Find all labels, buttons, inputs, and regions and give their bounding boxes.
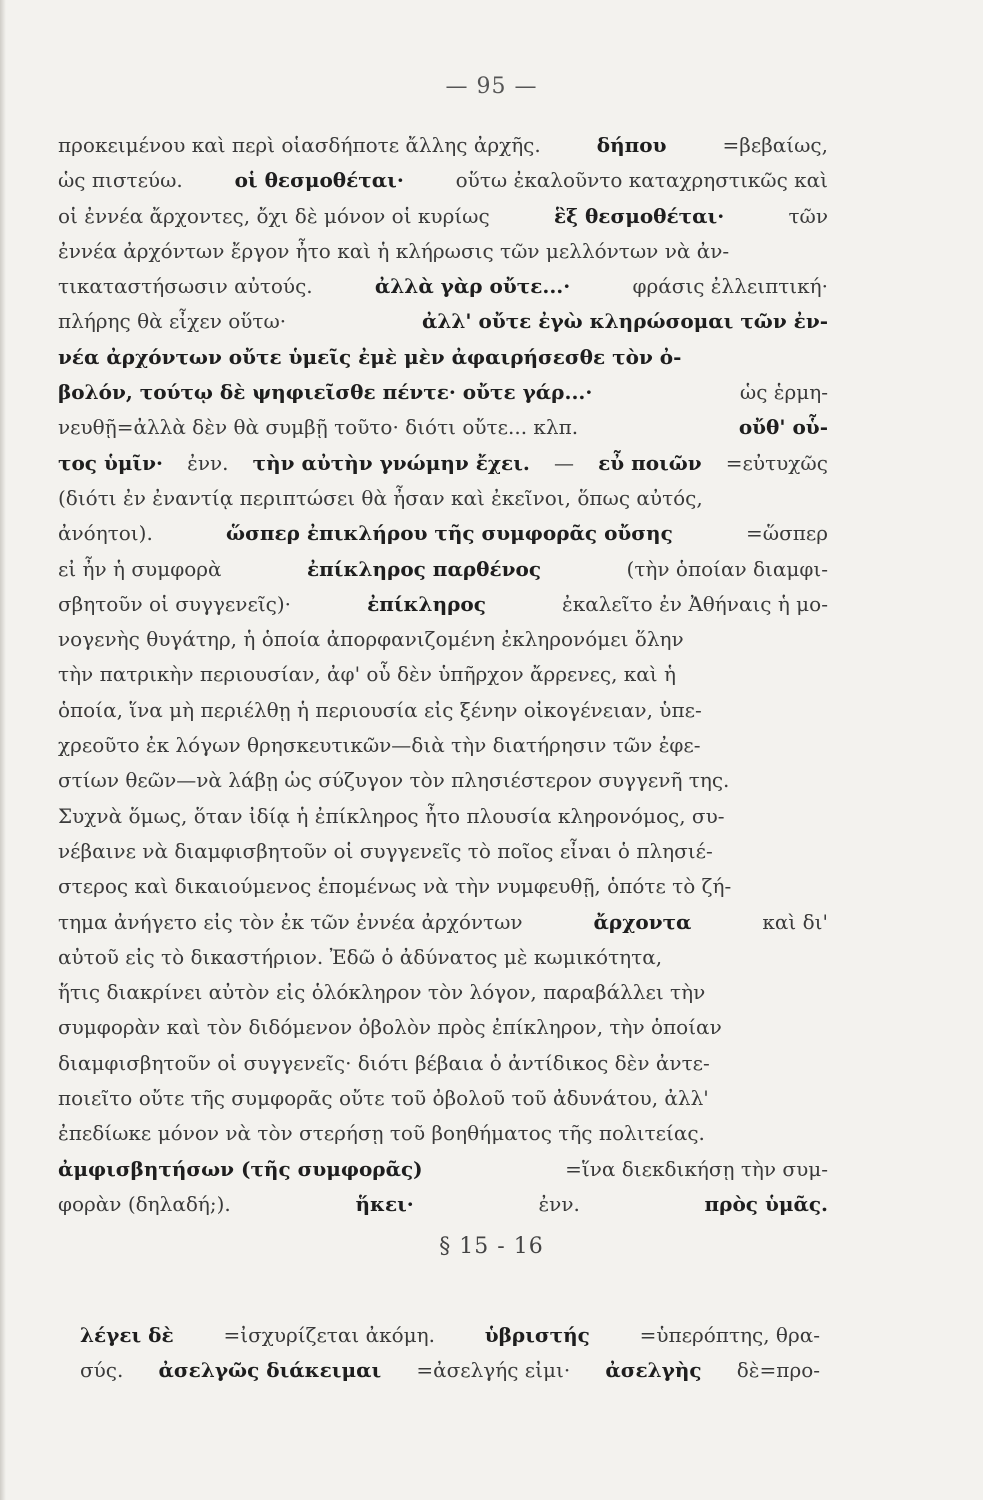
text-segment: Συχνὰ ὅμως, ὅταν ἰδίᾳ ἡ ἐπίκληρος ἦτο πλουσία κληρονόμος, συ- xyxy=(58,803,725,828)
lemma-bold: οἱ θεσμοθέται· xyxy=(234,168,404,193)
text-segment: ὡς πιστεύω. xyxy=(58,168,183,193)
lemma-bold: δήπου xyxy=(596,133,667,157)
text-segment: τῶν xyxy=(788,203,828,228)
lemma-bold: ἓξ θεσμοθέται· xyxy=(553,203,725,228)
text-line xyxy=(58,552,828,587)
text-line xyxy=(58,763,828,798)
page-binding-edge xyxy=(0,0,6,1500)
text-line xyxy=(58,481,828,516)
lemma-bold: ἐπίκληρος xyxy=(367,591,486,616)
text-segment: τὴν πατρικὴν περιουσίαν, ἀφ' οὗ δὲν ὑπῆρχον ἄρρενες, καὶ ἡ xyxy=(58,662,676,687)
lemma-bold: νέα ἀρχόντων οὔτε ὑμεῖς ἐμὲ μὲν ἀφαιρήσεσθε τὸν ὀ- xyxy=(58,344,682,369)
text-segment: ἥτις διακρίνει αὐτὸν εἰς ὁλόκληρον τὸν λόγον, παραβάλλει τὴν xyxy=(58,980,706,1005)
text-segment: διαμφισβητοῦν οἱ συγγενεῖς· διότι βέβαια ὁ ἀντίδικος δὲν ἀντε- xyxy=(58,1050,710,1075)
text-line xyxy=(58,375,828,410)
lemma-bold: τὴν αὐτὴν γνώμην ἔχει. xyxy=(252,450,530,475)
text-segment: τημα ἀνήγετο εἰς τὸν ἐκ τῶν ἐννέα ἀρχόντων xyxy=(58,909,523,934)
section-heading: § 15 - 16 xyxy=(439,1234,544,1259)
text-segment: νέβαινε νὰ διαμφισβητοῦν οἱ συγγενεῖς τὸ ποῖος εἶναι ὁ πλησιέ- xyxy=(58,838,713,863)
text-segment: =ἰσχυρίζεται ἀκόμη. xyxy=(223,1323,435,1347)
commentary-paragraph xyxy=(58,128,828,1222)
text-line xyxy=(58,1081,828,1116)
text-segment: σύς. xyxy=(80,1358,124,1383)
lemma-bold: ἀσελγὴς xyxy=(605,1358,702,1383)
lemma-bold: ἐπίκληρος παρθένος xyxy=(307,556,542,581)
lemma-bold: εὖ ποιῶν xyxy=(598,450,702,475)
text-line xyxy=(58,940,828,975)
lemma-bold: ἀλλὰ γὰρ οὔτε...· xyxy=(374,274,571,299)
text-segment: οἱ ἐννέα ἄρχοντες, ὄχι δὲ μόνον οἱ κυρίως xyxy=(58,203,490,228)
text-segment: ἐπεδίωκε μόνον νὰ τὸν στερήσῃ τοῦ βοηθήματος τῆς πολιτείας. xyxy=(58,1121,705,1146)
text-segment: οὕτω ἐκαλοῦντο καταχρηστικῶς καὶ xyxy=(455,168,828,193)
text-segment: ἐνν. xyxy=(538,1191,580,1216)
text-segment: δὲ=προ- xyxy=(736,1358,820,1383)
text-segment: προκειμένου καὶ περὶ οἱασδήποτε ἄλλης ἀρχῆς. xyxy=(58,133,541,157)
text-line xyxy=(58,163,828,198)
text-segment: αὐτοῦ εἰς τὸ δικαστήριον. Ἐδῶ ὁ ἀδύνατος μὲ κωμικότητα, xyxy=(58,944,663,969)
page-number: — 95 — xyxy=(445,74,538,99)
text-line xyxy=(58,799,828,834)
text-line xyxy=(58,869,828,904)
text-segment: ἐκαλεῖτο ἐν Ἀθήναις ἡ μο- xyxy=(561,591,828,616)
text-segment: χρεοῦτο ἐκ λόγων θρησκευτικῶν—διὰ τὴν διατήρησιν τῶν ἐφε- xyxy=(58,733,701,758)
text-segment: =ὑπερόπτης, θρα- xyxy=(639,1323,820,1347)
text-segment: (τὴν ὁποίαν διαμφι- xyxy=(626,556,828,581)
text-segment: νευθῇ=ἀλλὰ δὲν θὰ συμβῇ τοῦτο· διότι οὔτε... κλπ. xyxy=(58,415,579,440)
text-segment: φορὰν (δηλαδή;). xyxy=(58,1191,231,1216)
text-line xyxy=(58,446,828,481)
text-segment: πλήρης θὰ εἶχεν οὕτω· xyxy=(58,309,287,334)
text-segment: =ἀσελγής εἰμι· xyxy=(416,1358,571,1383)
text-line xyxy=(58,728,828,763)
text-segment: φράσις ἐλλειπτική· xyxy=(632,274,828,299)
lemma-bold: οὔθ' οὗ- xyxy=(738,415,828,440)
text-line xyxy=(58,199,828,234)
lemma-bold: ὥσπερ ἐπικλήρου τῆς συμφορᾶς οὔσης xyxy=(226,521,673,546)
text-line xyxy=(58,304,828,339)
text-segment: ποιεῖτο οὔτε τῆς συμφορᾶς οὔτε τοῦ ὀβολοῦ τοῦ ἀδυνάτου, ἀλλ' xyxy=(58,1086,709,1111)
text-segment: ἐνν. xyxy=(187,450,229,475)
text-line xyxy=(58,128,828,163)
text-segment: (διότι ἐν ἐναντίᾳ περιπτώσει θὰ ἦσαν καὶ ἐκεῖνοι, ὅπως αὐτός, xyxy=(58,485,703,510)
text-line xyxy=(80,1353,820,1388)
text-segment: ἀνόητοι). xyxy=(58,521,153,546)
lemma-bold: πρὸς ὑμᾶς. xyxy=(704,1191,828,1216)
text-line xyxy=(80,1318,820,1353)
text-segment: =ὥσπερ xyxy=(746,521,828,546)
text-segment: στερος καὶ δικαιούμενος ἑπομένως νὰ τὴν νυμφευθῇ, ὁπότε τὸ ζή- xyxy=(58,874,732,899)
text-line xyxy=(58,1116,828,1151)
text-segment: — xyxy=(553,450,574,475)
lemma-bold: ἀλλ' οὔτε ἐγὼ κληρώσομαι τῶν ἐν- xyxy=(421,309,828,334)
text-segment: =εὐτυχῶς xyxy=(725,450,828,475)
text-line xyxy=(58,657,828,692)
text-line xyxy=(58,975,828,1010)
text-segment: =ἵνα διεκδικήσῃ τὴν συμ- xyxy=(565,1156,828,1181)
text-line xyxy=(58,1010,828,1045)
next-commentary-paragraph xyxy=(80,1318,820,1389)
text-line xyxy=(58,834,828,869)
lemma-bold: ὑβριστής xyxy=(484,1323,590,1347)
text-segment: ἐννέα ἀρχόντων ἔργον ἦτο καὶ ἡ κλήρωσις τῶν μελλόντων νὰ ἀν- xyxy=(58,238,730,263)
lemma-bold: ἥκει· xyxy=(355,1191,414,1216)
text-line xyxy=(58,1187,828,1222)
text-segment: εἰ ἦν ἡ συμφορὰ xyxy=(58,556,222,581)
lemma-bold: λέγει δὲ xyxy=(80,1323,174,1347)
text-segment: νογενὴς θυγάτηρ, ἡ ὁποία ἀπορφανιζομένη ἐκληρονόμει ὅλην xyxy=(58,627,684,652)
text-line xyxy=(58,340,828,375)
text-segment: στίων θεῶν—νὰ λάβῃ ὡς σύζυγον τὸν πλησιέστερον συγγενῆ της. xyxy=(58,768,730,793)
lemma-bold: βολόν, τούτῳ δὲ ψηφιεῖσθε πέντε· οὔτε γάρ...· xyxy=(58,380,593,405)
text-segment: ὁποία, ἵνα μὴ περιέλθῃ ἡ περιουσία εἰς ξένην οἰκογένειαν, ὑπε- xyxy=(58,697,702,722)
text-segment: =βεβαίως, xyxy=(722,133,828,157)
text-line xyxy=(58,1152,828,1187)
text-line xyxy=(58,693,828,728)
lemma-bold: ἀσελγῶς διάκειμαι xyxy=(158,1358,382,1383)
lemma-bold: ἄρχοντα xyxy=(593,909,692,934)
text-line xyxy=(58,234,828,269)
text-segment: καὶ δι' xyxy=(762,909,828,934)
text-segment: σβητοῦν οἱ συγγενεῖς)· xyxy=(58,591,292,616)
text-segment: ὡς ἑρμη- xyxy=(739,380,828,405)
lemma-bold: τος ὑμῖν· xyxy=(58,450,163,475)
text-line xyxy=(58,410,828,445)
text-line xyxy=(58,587,828,622)
text-line xyxy=(58,516,828,551)
text-line xyxy=(58,622,828,657)
text-line xyxy=(58,269,828,304)
lemma-bold: ἀμφισβητήσων (τῆς συμφορᾶς) xyxy=(58,1156,423,1181)
text-segment: τικαταστήσωσιν αὐτούς. xyxy=(58,274,313,299)
text-line xyxy=(58,905,828,940)
text-line xyxy=(58,1046,828,1081)
text-segment: συμφορὰν καὶ τὸν διδόμενον ὀβολὸν πρὸς ἐπίκληρον, τὴν ὁποίαν xyxy=(58,1015,722,1040)
